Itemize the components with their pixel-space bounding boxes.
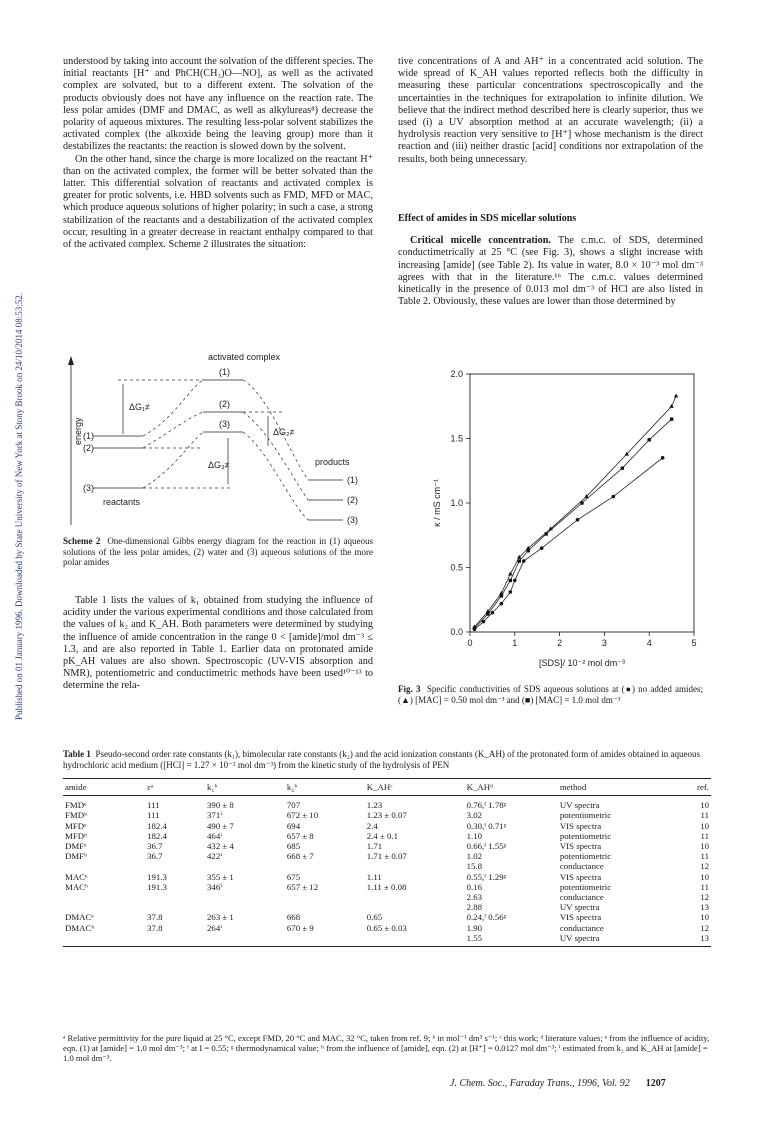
right-column (398, 56, 703, 166)
table-cell: 10 (700, 871, 709, 882)
table-cell: 1.90 1.55 (465, 923, 558, 947)
data-point (486, 612, 489, 615)
x-tick-label: 5 (691, 638, 697, 648)
table-cell: 1.11 ± 0.08 (366, 881, 407, 892)
table-1 (63, 778, 711, 947)
table-cell: 390 ± 8 (207, 800, 234, 811)
data-point (648, 438, 651, 441)
column-header: K_AHᶜ (365, 779, 465, 796)
x-tick-label: 1 (512, 638, 518, 648)
paragraph (398, 235, 703, 308)
table-cell: FMDᵉ (65, 800, 87, 811)
table-cell: 355 ± 1 (207, 871, 234, 882)
table-label: Table 1 (63, 749, 91, 759)
data-point (513, 579, 517, 583)
table-cell: 0.66,ᶠ 1.55ᵍ (466, 841, 507, 852)
caption-label: Fig. 3 (398, 684, 421, 694)
y-tick-label: 1.5 (450, 433, 463, 444)
y-tick-label: 0.0 (450, 627, 463, 637)
column-header: ref. (673, 779, 711, 796)
table-cell: DMFʰ (65, 851, 87, 862)
table-cell: 1.02 15.8 (466, 851, 483, 872)
table-cell: 36.7 (147, 841, 163, 852)
data-point (580, 501, 583, 504)
paragraph-lead: Critical micelle concentration. (410, 235, 551, 247)
table-cell: 657 ± 12 (286, 881, 319, 892)
page-footer (450, 1078, 666, 1089)
table-cell: MACᵉ (65, 871, 88, 882)
table-cell: 0.65 ± 0.03 (365, 923, 465, 947)
data-point (509, 590, 513, 594)
journal-citation: J. Chem. Soc., Faraday Trans., 1996, Vol. 92 (450, 1078, 630, 1089)
table-cell: DMFᵉ (65, 841, 87, 852)
table-cell: 2.4 (366, 820, 378, 831)
table-row (63, 810, 711, 820)
table-cell: VIS spectra (559, 912, 602, 923)
table-cell: 672 ± 10 (286, 810, 319, 821)
table-row (63, 882, 711, 913)
table-cell: 1.23 ± 0.07 (366, 810, 407, 821)
right-column-section (398, 213, 703, 308)
y-tick-label: 1.0 (450, 498, 463, 508)
data-point (670, 417, 673, 420)
product-level-2: (2) (347, 495, 358, 505)
table-cell: 1.71 (366, 841, 383, 852)
table-cell: 191.3 (147, 881, 167, 892)
table-footnotes: ᵃ Relative permittivity for the pure liquid at 25 °C, except FMD, 20 °C and MAC, 32 °C, taken from ref. 9; ᵇ in mol⁻¹ dm³ s⁻¹; ᶜ this work; ᵈ literature values; ᵉ from the influence of acidity, eqn. (1) at [amide] = 1.0 mol dm⁻³; ᶠ at I = 0.55; ᵍ thermodynamical value; ʰ from the influence of [amide], eqn. (2) at [H⁺] = 0.0127 mol dm⁻³; ⁱ estimated from k₂ and K_AH at [amide] = 1.0 mol dm⁻³. (63, 1033, 710, 1064)
table-row (63, 821, 711, 831)
table-row (63, 831, 711, 841)
reactants-label: reactants (103, 497, 141, 507)
fig3-chart (398, 360, 708, 670)
table-cell: 37.8 (147, 912, 163, 923)
table-cell: 432 ± 4 (207, 841, 234, 852)
table-cell: 668 ± 7 (286, 851, 314, 862)
figure-caption (398, 684, 703, 705)
table-cell: DMACʰ (63, 923, 145, 947)
table-cell: VIS spectra (559, 871, 602, 882)
product-level-3: (3) (347, 515, 358, 525)
table-cell: 10 (700, 841, 709, 852)
ac-level-3: (3) (219, 419, 230, 429)
ac-level-2: (2) (219, 399, 230, 409)
y-tick-label: 0.5 (450, 562, 463, 573)
table-cell: 10 (700, 912, 709, 923)
paragraph: understood by taking into account the solvation of the different species. The initial reactants [H⁺ and PhCH(CH₃)O—NO], as well as the activated complex are solvated, but to a different extent. The solvation of the products obviously does not have any influence on the reaction rate. The less polar amides (DMF and DMAC, as well as alkylureas⁸) decrease the polarity of aqueous mixtures. The resulting less-polar solvent stabilizes the activated complex (the alkoxide being the leaving group) more than it destabilizes the reactants: the reaction is slowed down by the solvent. (63, 56, 373, 153)
table-cell: 675 (286, 871, 301, 882)
dg1-label: ΔG₁≠ (129, 402, 150, 412)
ac-level-1: (1) (219, 367, 230, 377)
table-cell: MFDᵉ (65, 820, 87, 831)
paragraph: Table 1 lists the values of k₁ obtained from studying the influence of acidity under the various experimental conditions and those calculated from the values of k₂ and K_AH. Both parameters were determined by studying the influence of amide concentration in the range 0 < [amide]/mol dm⁻³ ≤ 1.3, and are also reported in Table 1. Earlier data on protonated amide pK_AH values are also shown. Spectroscopic (UV-VIS absorption and NMR), potentiometric and conductimetric methods have been used¹⁰⁻¹³ to determine the rela- (63, 595, 373, 692)
dg2-label: ΔG₂≠ (273, 427, 295, 437)
table-cell: DMACᵉ (65, 912, 94, 923)
table-cell: potentiometric (559, 830, 612, 841)
table-cell: 111 (147, 810, 160, 821)
dg3-label: ΔG₃≠ (208, 460, 230, 470)
data-point (576, 518, 580, 522)
caption-text: Specific conductivities of SDS aqueous solutions at (●) no added amides; (▲) [MAC] = 0.50 mol dm⁻³ and (■) [MAC] = 1.0 mol dm⁻³ (398, 684, 704, 705)
x-axis-label: [SDS]/ 10⁻² mol dm⁻³ (538, 658, 626, 668)
data-point (473, 626, 476, 629)
activated-complex-label: activated complex (208, 352, 281, 362)
reactant-level-3: (3) (83, 483, 94, 493)
download-stamp: Published on 01 January 1996. Downloaded by State University of New York at Stony Brook on 24/10/2014 08:53:52. (14, 293, 24, 720)
table-cell: 11 (700, 810, 709, 821)
table-cell: 0.55,ᶠ 1.29ᵍ (466, 871, 507, 882)
caption-label: Scheme 2 (63, 536, 101, 546)
data-point (621, 466, 624, 469)
data-point (491, 611, 495, 615)
table-title (63, 749, 711, 770)
table-cell: 490 ± 7 (207, 820, 234, 831)
table-row (63, 796, 711, 811)
table-cell: 11 12 (700, 851, 709, 872)
table-cell: 694 (286, 820, 301, 831)
page-number: 1207 (645, 1078, 666, 1089)
table-row (63, 841, 711, 851)
table-cell: 182.4 (147, 820, 167, 831)
axis-arrow (68, 356, 74, 365)
column-header: k₁ᵇ (205, 779, 285, 796)
table-cell: 10 (700, 820, 709, 831)
table-cell: 1.10 (466, 830, 483, 841)
table-row (63, 923, 711, 947)
y-axis-label: energy (73, 417, 83, 445)
data-point (518, 559, 521, 562)
data-point (522, 559, 526, 563)
table-cell: potentiometric conductance UV spectra (559, 881, 612, 913)
table-cell: 0.30,ᶠ 0.71ᵍ (466, 820, 507, 831)
section-heading: Effect of amides in SDS micellar solutions (398, 213, 577, 224)
table-cell: 371ⁱ (207, 810, 222, 821)
column-header: εᵃ (145, 779, 205, 796)
table-cell: 707 (286, 800, 301, 811)
table-header-row (63, 779, 711, 796)
table-cell: 0.24,ᶠ 0.56ᵍ (466, 912, 507, 923)
column-header: K_AHᵈ (465, 779, 558, 796)
table-cell: 182.4 (147, 830, 167, 841)
series-line (474, 396, 676, 627)
data-point (508, 572, 512, 576)
table-cell: 464ⁱ (207, 830, 222, 841)
table-cell: 11 (700, 830, 709, 841)
x-tick-label: 3 (601, 638, 607, 648)
table-cell: 670 ± 9 (285, 923, 365, 947)
table-cell: 37.8 (145, 923, 205, 947)
column-header: k₂ᵇ (285, 779, 365, 796)
table-row (63, 912, 711, 922)
table-cell: potentiometric (559, 810, 612, 821)
table-cell: 0.65 (366, 912, 383, 923)
table-cell: 668 (286, 912, 301, 923)
table-cell: 3.02 (466, 810, 483, 821)
table-row (63, 851, 711, 871)
data-point (544, 532, 547, 535)
table-cell: 191.3 (147, 871, 167, 882)
table-cell: 422ⁱ (207, 851, 222, 862)
table-cell: 1.11 (366, 871, 382, 882)
table-cell: 2.4 ± 0.1 (366, 830, 398, 841)
x-tick-label: 2 (557, 638, 563, 648)
reactant-level-1: (1) (83, 431, 94, 441)
table-cell: UV spectra (559, 800, 600, 811)
y-axis-label: κ / mS cm⁻¹ (432, 479, 442, 527)
paragraph: On the other hand, since the charge is more localized on the reactant H⁺ than on the activated complex, the former will be better solvated than the latter. This differential solvation of reactants and activated complex is greater for protic solvents, i.e. HBD solvents such as FMD, MFD or MAC, which produce aqueous solutions of higher polarity; in such a case, a strong stabilization of the reactants and a destabilization of the activated complex occur, resulting in a greater decrease in reactant enthalpy compared to that of the activated complex. Scheme 2 illustrates the situation: (63, 153, 373, 251)
product-level-1: (1) (347, 475, 358, 485)
left-column-lower (63, 595, 373, 693)
table-cell: 36.7 (147, 851, 163, 862)
data-point (527, 549, 530, 552)
table-cell: conductance UV spectra (558, 923, 673, 947)
data-point (500, 602, 504, 606)
table-cell: 263 ± 1 (207, 912, 234, 923)
data-point (674, 394, 678, 398)
data-point (669, 404, 673, 408)
table-cell: potentiometric conductance (559, 851, 612, 872)
column-header: method (558, 779, 673, 796)
table-cell: 0.16 2.63 2.88 (466, 881, 483, 913)
data-point (500, 594, 503, 597)
data-point (509, 579, 512, 582)
reactant-level-2: (2) (83, 443, 94, 453)
products-label: products (315, 457, 350, 467)
table-row (63, 872, 711, 882)
column-header: amide (63, 779, 145, 796)
x-tick-label: 0 (467, 638, 473, 648)
table-title-text: Pseudo-second order rate constants (k₁), bimolecular rate constants (k₂) and the acid ionization constants (K_AH) of the protonated form of amides obtained in aqueous hydrochloric acid medium ([HCl] = 1.27 × 10⁻² mol dm⁻³) from the kinetic study of the hydrolysis of PEN (63, 749, 701, 770)
y-tick-label: 2.0 (450, 369, 463, 379)
table-cell: 1.71 ± 0.07 (366, 851, 407, 862)
table-cell: 0.76,ᶠ 1.78ᵍ (466, 800, 507, 811)
table-cell: VIS spectra (559, 841, 602, 852)
table-cell: 11 12 13 (700, 881, 709, 913)
table-cell: 657 ± 8 (286, 830, 314, 841)
table-cell: 685 (286, 841, 301, 852)
table-cell: FMDʰ (65, 810, 87, 821)
paragraph-text: The c.m.c. of SDS, determined conductimetrically at 25 °C (see Fig. 3), shows a slight increase with increasing [amide] (see Table 2). Its value in water, 8.0 × 10⁻³ mol dm⁻³ agrees with that in the literature.¹⁶ The c.m.c. values determined kinetically in the presence of 0.013 mol dm⁻³ of HCl are also listed in Table 2. Obviously, these values are lower than those determined by (398, 235, 703, 308)
data-point (612, 495, 616, 499)
table-cell: 111 (147, 800, 160, 811)
table-cell: MACʰ (65, 881, 88, 892)
scheme-caption (63, 536, 373, 568)
x-tick-label: 4 (646, 638, 652, 648)
data-point (661, 456, 665, 460)
left-column (63, 56, 373, 251)
data-point (540, 546, 544, 550)
table-cell: 264ⁱ (205, 923, 285, 947)
table-cell: 1.23 (366, 800, 383, 811)
table-cell: 10 (700, 800, 709, 811)
paragraph: tive concentrations of A and AH⁺ in a concentrated acid solution. The wide spread of K_AH values reported reflects both the difficulty in measuring these particular concentrations spectroscopically and the uncertainties in the techniques for extrapolation to infinite dilution. We believe that the indirect method described here is clearly superior, thus we used (i) a UV absorption method at an accurate wavelength; (ii) a hydrolysis reaction very sensitive to [H⁺] whose mechanism is the direct reaction and (iii) neither drastic [acid] conditions nor extrapolation of the results, both being unnecessary. (398, 56, 703, 165)
table-cell: MFDʰ (65, 830, 87, 841)
table-cell: 12 13 (673, 923, 711, 947)
caption-text: One-dimensional Gibbs energy diagram for the reaction in (1) aqueous solutions of the less polar amides, (2) water and (3) aqueous solutions of the more polar amides (63, 536, 373, 567)
table-cell: 346ⁱ (207, 881, 222, 892)
scheme-2-diagram (63, 350, 373, 530)
table-cell: VIS spectra (559, 820, 602, 831)
